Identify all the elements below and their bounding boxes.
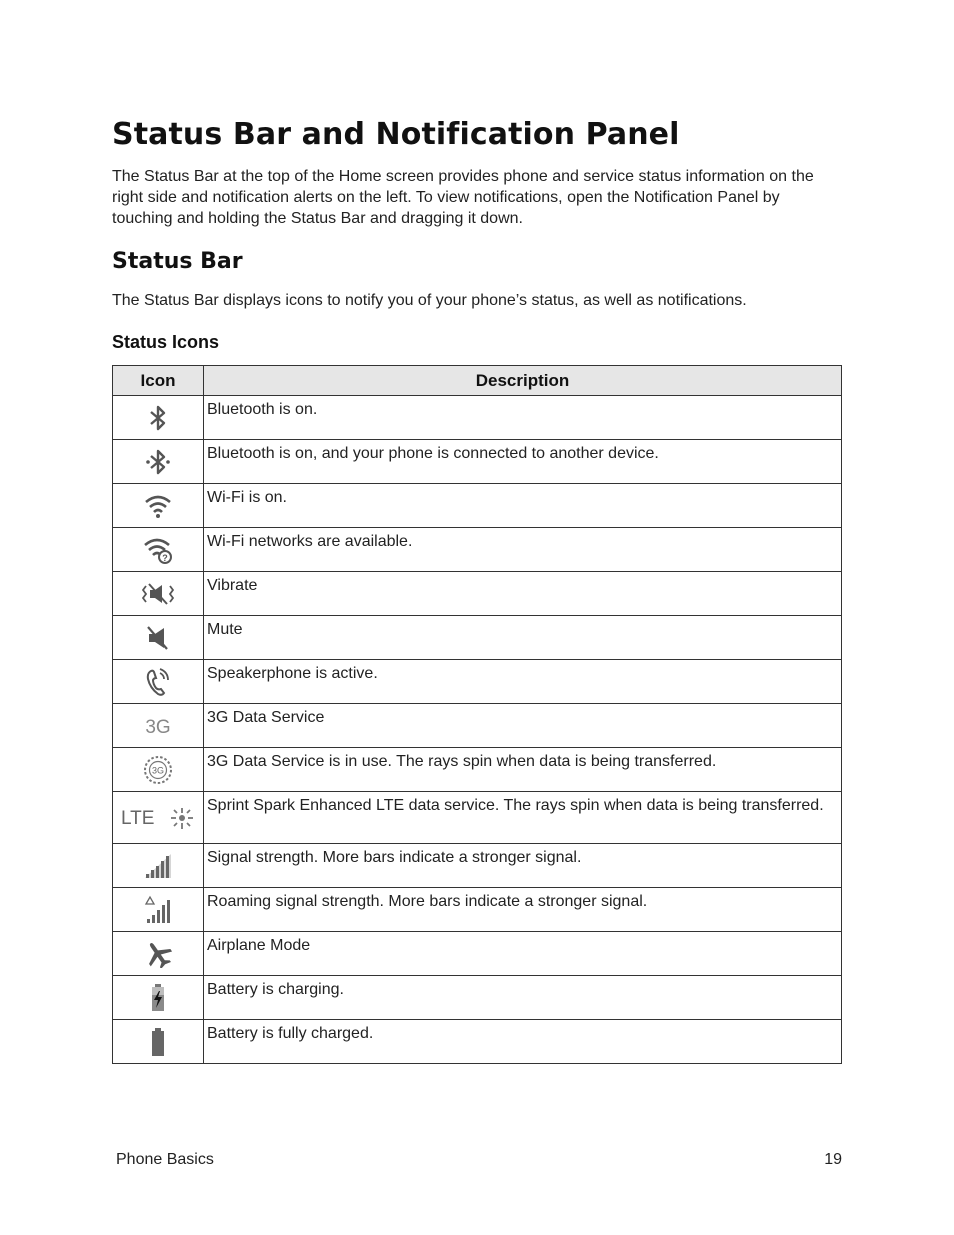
description-cell: Sprint Spark Enhanced LTE data service. The rays spin when data is being transferred. xyxy=(204,792,842,844)
lte-icon-text: LTE xyxy=(121,807,155,829)
icon-cell xyxy=(113,616,204,660)
icon-cell xyxy=(113,528,204,572)
description-cell: 3G Data Service xyxy=(204,704,842,748)
icon-cell xyxy=(113,888,204,932)
icon-cell xyxy=(113,704,204,748)
description-cell: Battery is charging. xyxy=(204,976,842,1020)
3g-in-use-icon xyxy=(142,754,174,786)
column-header-icon: Icon xyxy=(113,366,204,396)
icon-cell xyxy=(113,484,204,528)
icon-cell xyxy=(113,792,204,844)
mute-icon xyxy=(146,624,170,652)
description-cell: Wi-Fi networks are available. xyxy=(204,528,842,572)
bluetooth-icon xyxy=(146,403,170,433)
description-cell: Battery is fully charged. xyxy=(204,1020,842,1064)
wifi-available-icon xyxy=(143,535,173,565)
airplane-icon xyxy=(143,940,173,968)
table-row xyxy=(113,844,842,888)
table-row xyxy=(113,932,842,976)
speakerphone-icon xyxy=(145,667,171,697)
vibrate-icon xyxy=(142,581,174,607)
table-row xyxy=(113,616,842,660)
intro-paragraph: The Status Bar at the top of the Home screen provides phone and service status information on the right side and notification alerts on the left. To view notifications, open the Notification Panel by touching and holding the Status Bar and dragging it down. xyxy=(112,168,814,227)
svg-text:?: ? xyxy=(162,552,168,563)
icon-cell xyxy=(113,572,204,616)
description-cell: Mute xyxy=(204,616,842,660)
description-cell: Bluetooth is on, and your phone is connected to another device. xyxy=(204,440,842,484)
table-header-row xyxy=(113,366,842,396)
description-cell: Airplane Mode xyxy=(204,932,842,976)
table-row xyxy=(113,396,842,440)
table-row xyxy=(113,748,842,792)
subheading-status-icons: Status Icons xyxy=(112,332,220,352)
page-title: Status Bar and Notification Panel xyxy=(112,117,680,152)
3g-icon-text: 3G xyxy=(145,716,171,738)
table-row xyxy=(113,440,842,484)
icon-cell xyxy=(113,660,204,704)
description-cell: Signal strength. More bars indicate a stronger signal. xyxy=(204,844,842,888)
table-row xyxy=(113,484,842,528)
table-row xyxy=(113,704,842,748)
icon-cell xyxy=(113,976,204,1020)
table-row xyxy=(113,792,842,844)
table-row xyxy=(113,1020,842,1064)
icon-cell xyxy=(113,1020,204,1064)
footer-section-name: Phone Basics xyxy=(116,1151,214,1168)
lte-spark-icon xyxy=(119,802,197,834)
battery-charging-icon xyxy=(150,983,166,1013)
roaming-signal-icon xyxy=(143,895,173,925)
description-cell: Roaming signal strength. More bars indicate a stronger signal. xyxy=(204,888,842,932)
icon-cell xyxy=(113,844,204,888)
table-row xyxy=(113,660,842,704)
section-heading-status-bar: Status Bar xyxy=(112,249,243,274)
description-cell: Vibrate xyxy=(204,572,842,616)
icon-cell xyxy=(113,440,204,484)
description-cell: Wi-Fi is on. xyxy=(204,484,842,528)
table-row xyxy=(113,976,842,1020)
signal-strength-icon xyxy=(143,852,173,880)
3g-icon xyxy=(141,714,175,738)
3g-in-use-icon-text: 3G xyxy=(151,765,165,775)
description-cell: Bluetooth is on. xyxy=(204,396,842,440)
description-cell: Speakerphone is active. xyxy=(204,660,842,704)
icon-cell xyxy=(113,748,204,792)
table-row xyxy=(113,572,842,616)
status-icons-table xyxy=(112,365,842,1064)
bluetooth-connected-icon xyxy=(145,447,171,477)
table-row xyxy=(113,528,842,572)
status-bar-description: The Status Bar displays icons to notify you of your phone’s status, as well as notifications. xyxy=(112,292,747,309)
column-header-description: Description xyxy=(204,366,842,396)
table-row xyxy=(113,888,842,932)
icon-cell xyxy=(113,932,204,976)
battery-full-icon xyxy=(150,1027,166,1057)
description-cell: 3G Data Service is in use. The rays spin when data is being transferred. xyxy=(204,748,842,792)
footer-page-number: 19 xyxy=(824,1151,842,1168)
wifi-icon xyxy=(143,492,173,520)
icon-cell xyxy=(113,396,204,440)
